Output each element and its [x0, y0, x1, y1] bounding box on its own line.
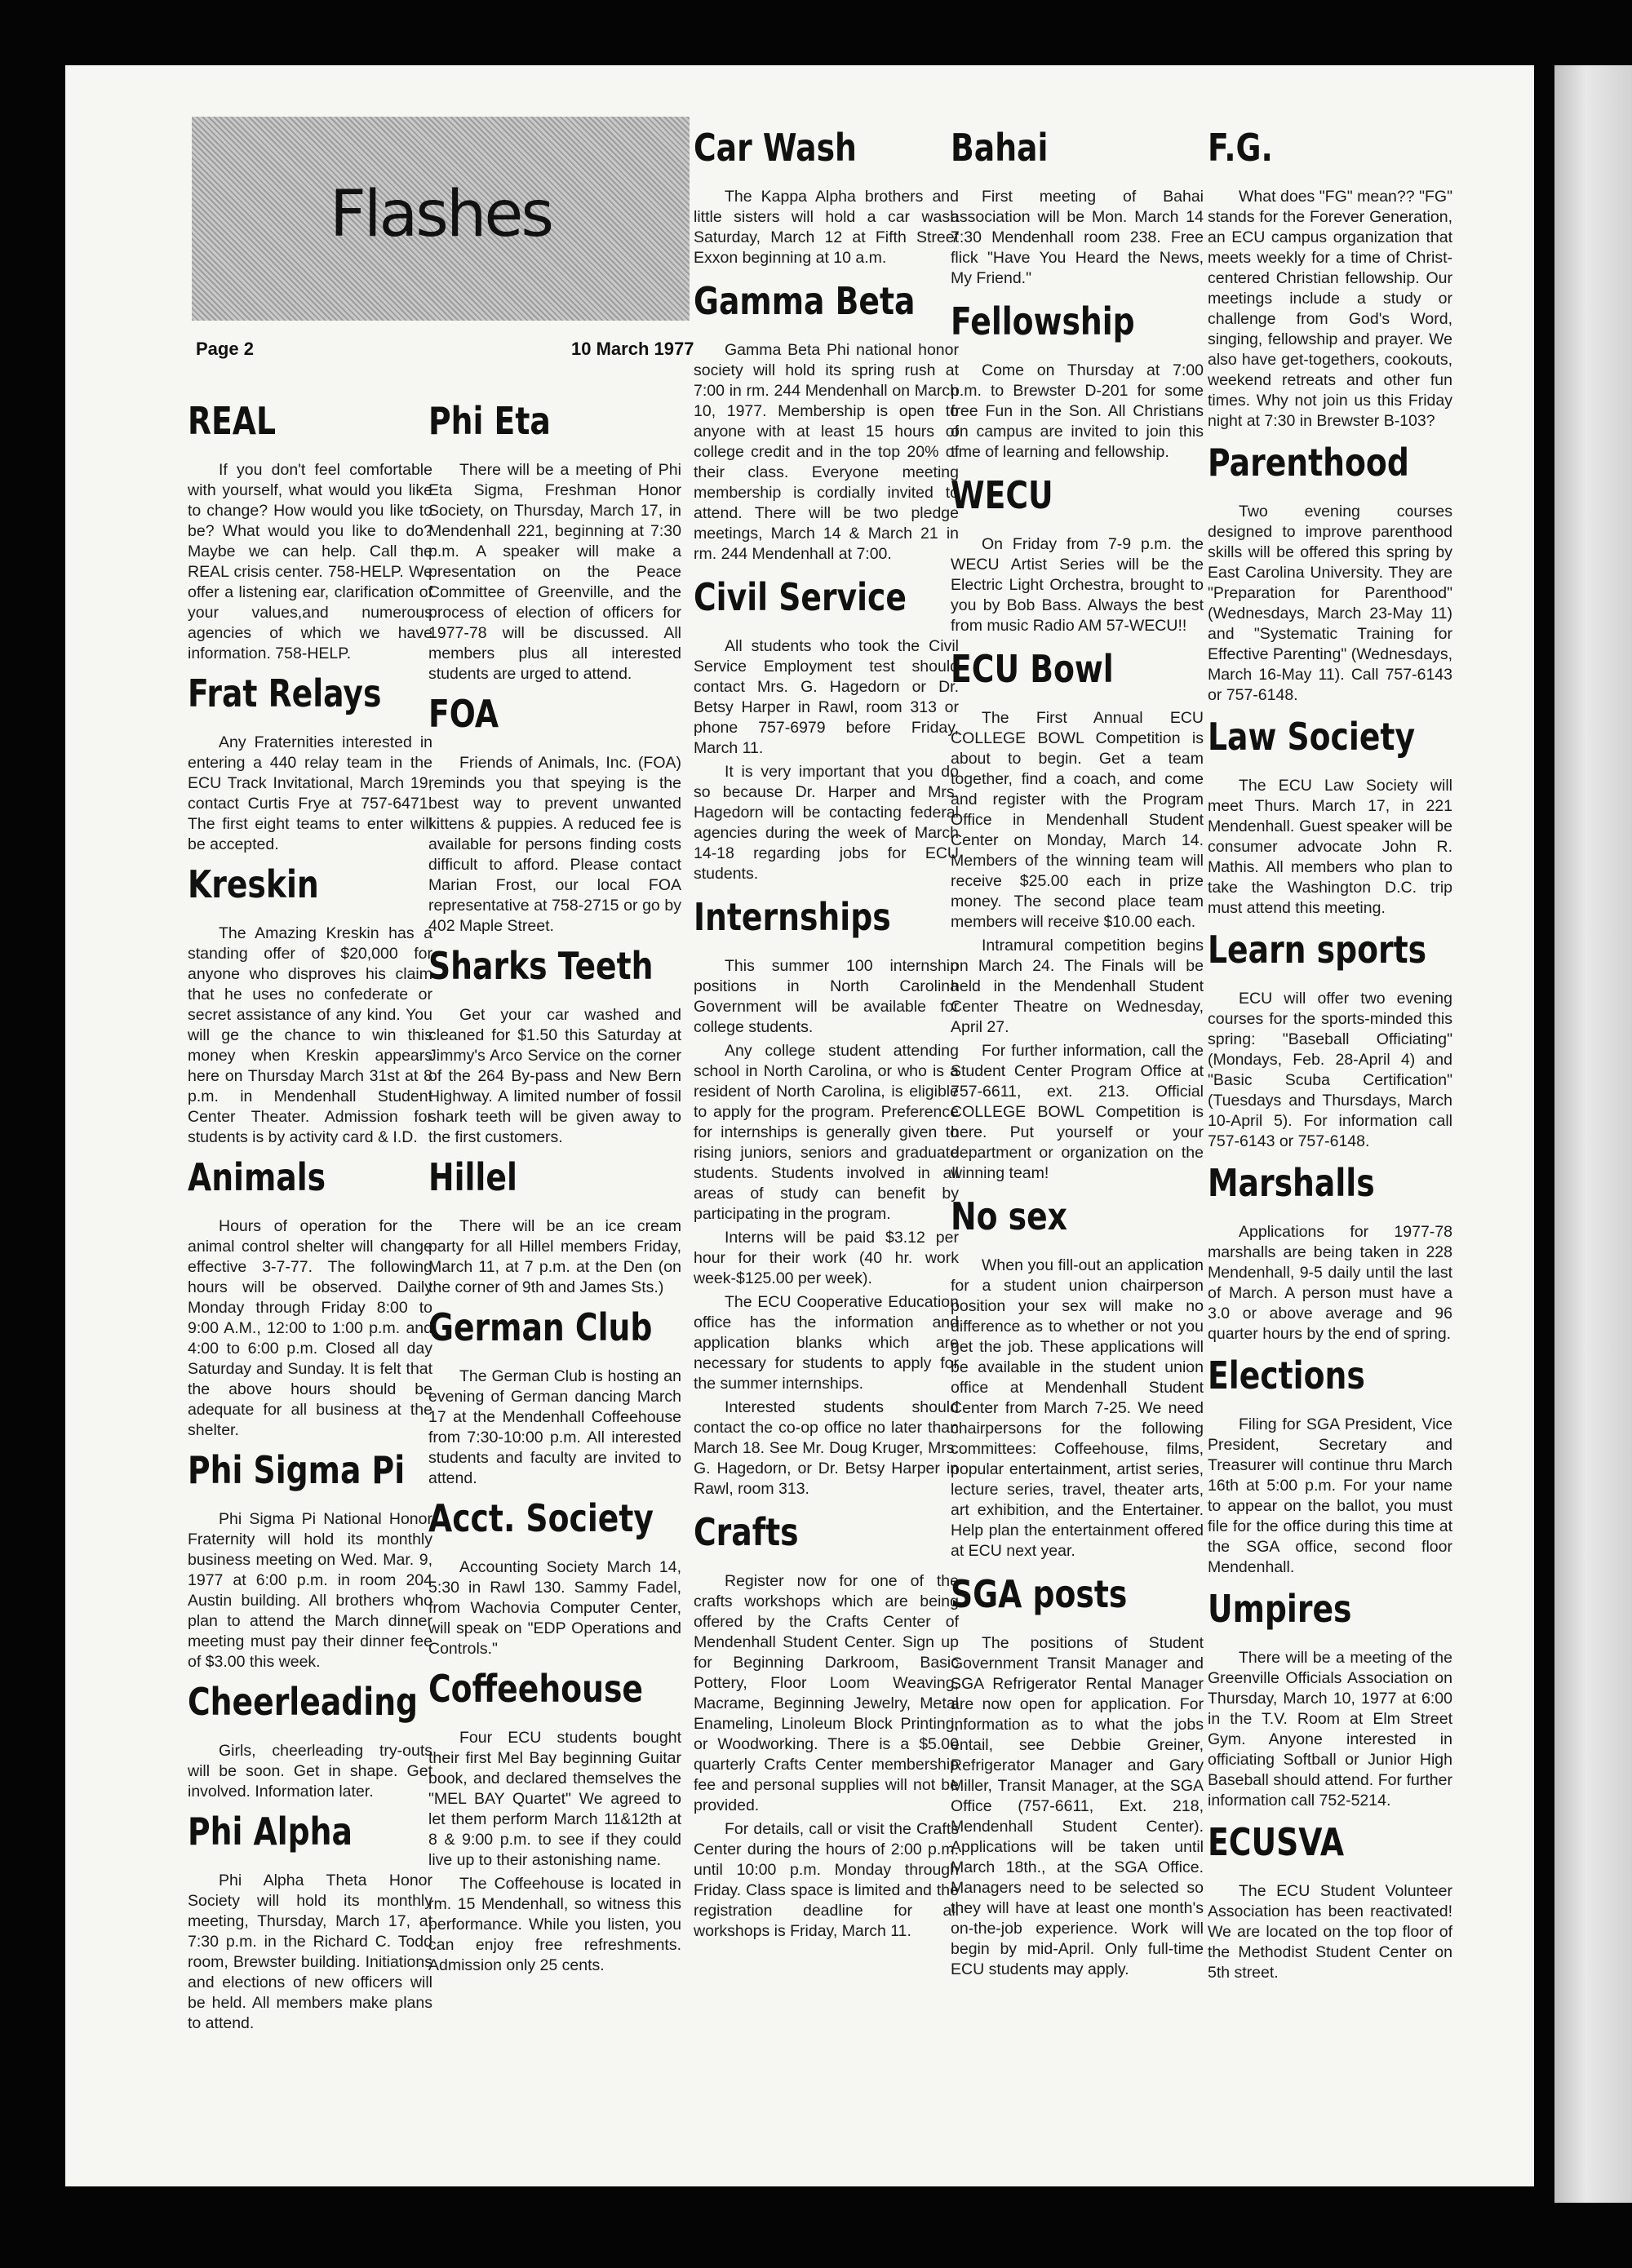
item-paragraph: The positions of Student Government Transit Manager and SGA Refrigerator Rental Manager are now open for application. For information as to what the jobs entail, see Debbie Greiner, Refrigerator Manager and Gary Miller, Transit Manager, at the SGA Office (757-6611, Ext. 218, Mendenhall Student Center). Applications will be taken until March 18th., at the SGA Office. Managers need to be selected so they will have at least one month's on-the-job experience. Work will begin by mid-April. Only full-time ECU students may apply. [951, 1634, 1204, 1978]
item-paragraph: There will be an ice cream party for all Hillel members Friday, March 11, at 7 p.m. at the Den (on the corner of 9th and James Sts.) [428, 1217, 681, 1296]
news-item [428, 945, 681, 1148]
news-item [951, 126, 1204, 289]
column-1 [188, 392, 432, 2034]
news-item [951, 1195, 1204, 1561]
item-paragraph: Any college student attending school in North Carolina, or who is a resident of North Carolina, is eligible to apply for the program. Preference for internships is generally given to rising juniors, seniors and graduate students. Students involved in all areas of study can benefit by participating in the program. [694, 1042, 959, 1223]
news-item [951, 648, 1204, 1184]
news-item [1208, 1162, 1452, 1344]
item-paragraph: Girls, cheerleading try-outs will be soon. Get in shape. Get involved. Information later. [188, 1742, 432, 1801]
news-item [1208, 126, 1452, 432]
news-item [1208, 928, 1452, 1152]
issue-date: 10 March 1977 [571, 339, 694, 359]
item-paragraph: Gamma Beta Phi national honor society will hold its spring rush at 7:00 in rm. 244 Mendenhall on March 10, 1977. Membership is open to anyone with at least 15 hours of college credit and in the top 20% of their class. Everyone meeting membership is cordially invited to attend. There will be two pledge meetings, March 14 & March 21 in rm. 244 Mendenhall at 7:00. [694, 341, 959, 563]
news-item [951, 474, 1204, 636]
adjacent-page-edge [1554, 65, 1632, 2203]
item-heading: SGA posts [951, 1572, 1128, 1616]
item-paragraph: There will be a meeting of Phi Eta Sigma, Freshman Honor Society, on Thursday, March 17, in Mendenhall 221, beginning at 7:30 p.m. A speaker will make a presentation on the Peace Committee of Greenville, and the process of election of officers for 1977-78 will be discussed. All members plus all interested students are urged to attend. [428, 461, 681, 683]
item-paragraph: What does "FG" mean?? "FG" stands for the Forever Generation, an ECU campus organization that meets weekly for a time of Christ-centered Christian fellowship. Our meetings include a study or challenge from God's Word, singing, fellowship and prayer. We also have get-togethers, cookouts, weekend retreats and other fun times. Why not join us this Friday night at 7:30 in Brewster B-103? [1208, 188, 1452, 430]
item-heading: Animals [188, 1155, 326, 1199]
item-paragraph: ECU will offer two evening courses for the sports-minded this spring: "Baseball Officiating" (Mondays, Feb. 28-April 4) and "Basic Scuba Certification" (Tuesdays and Thursdays, March 10-April 5). For information call 757-6143 or 757-6148. [1208, 990, 1452, 1150]
item-heading: Parenthood [1208, 441, 1409, 485]
page-number: Page 2 [196, 339, 254, 359]
news-item [188, 1156, 432, 1441]
item-heading: REAL [188, 399, 277, 443]
news-item [428, 693, 681, 937]
item-paragraph: The ECU Cooperative Education office has the information and application blanks which are necessary for students to apply for the summer internships. [694, 1293, 959, 1393]
news-item [694, 280, 959, 565]
news-item [951, 300, 1204, 463]
news-item [1208, 441, 1452, 706]
item-heading: Civil Service [694, 575, 907, 619]
item-paragraph: It is very important that you do so because Dr. Harper and Mrs. Hagedorn will be contacting federal agencies during the week of March 14-18 regarding jobs for ECU students. [694, 763, 959, 883]
item-paragraph: Register now for one of the crafts workshops which are being offered by the Crafts Center of Mendenhall Student Center. Sign up for Beginning Darkroom, Basic Pottery, Floor Loom Weaving, Macrame, Beginning Jewelry, Metal Enameling, Linoleum Block Printing, or Woodworking. There is a $5.00 quarterly Crafts Center membership fee and personal supplies will not be provided. [694, 1572, 959, 1814]
item-heading: Car Wash [694, 126, 857, 170]
news-item [694, 1511, 959, 1942]
news-item [188, 1449, 432, 1672]
news-item [188, 863, 432, 1148]
news-item [428, 1497, 681, 1659]
item-paragraph: All students who took the Civil Service Employment test should contact Mrs. G. Hagedorn or Dr. Betsy Harper in Rawl, room 313 or phone 757-6979 before Friday, March 11. [694, 637, 959, 757]
item-paragraph: Come on Thursday at 7:00 p.m. to Brewster D-201 for some free Fun in the Son. All Christians on campus are invited to join this time of learning and fellowship. [951, 361, 1204, 461]
item-paragraph: There will be a meeting of the Greenville Officials Association on Thursday, March 10, 1977 at 6:00 in the T.V. Room at Elm Street Gym. Anyone interested in officiating Softball or Junior High Baseball should attend. For further information call 752-5214. [1208, 1649, 1452, 1810]
item-paragraph: The ECU Student Volunteer Association has been reactivated! We are located on the top floor of the Methodist Student Center on 5th street. [1208, 1882, 1452, 1982]
item-paragraph: For details, call or visit the Crafts Center during the hours of 2:00 p.m. until 10:00 p.m. Monday through Friday. Class space is limited and the registration deadline for all workshops is Friday, March 11. [694, 1820, 959, 1940]
column-4 [951, 118, 1204, 1980]
news-item [694, 896, 959, 1499]
item-heading: Kreskin [188, 862, 319, 906]
item-paragraph: The German Club is hosting an evening of German dancing March 17 at the Mendenhall Coffeehouse from 7:30-10:00 p.m. All interested students and faculty are invited to attend. [428, 1367, 681, 1487]
item-heading: Crafts [694, 1510, 799, 1554]
item-heading: WECU [951, 473, 1053, 517]
news-item [188, 672, 432, 855]
news-item [1208, 1588, 1452, 1811]
news-item [188, 1810, 432, 2034]
item-heading: Sharks Teeth [428, 944, 654, 988]
news-item [951, 1573, 1204, 1980]
news-item [1208, 1821, 1452, 1983]
masthead-box [192, 117, 690, 321]
item-paragraph: If you don't feel comfortable with yourself, what would you like to change? How would you like to be? What would you like to do? Maybe we can help. Call the REAL crisis center. 758-HELP. We offer a listening ear, clarification of your values,and numerous agencies of which we have information. 758-HELP. [188, 461, 432, 662]
column-5 [1208, 118, 1452, 1983]
item-paragraph: Get your car washed and cleaned for $1.50 this Saturday at Jimmy's Arco Service on the corner of the 264 By-pass and New Bern Highway. A limited number of fossil shark teeth will be given away to the first customers. [428, 1006, 681, 1146]
item-paragraph: On Friday from 7-9 p.m. the WECU Artist Series will be the Electric Light Orchestra, brought to you by Bob Bass. Always the best from music Radio AM 57-WECU!! [951, 535, 1204, 635]
item-paragraph: Accounting Society March 14, 5:30 in Rawl 130. Sammy Fadel, from Wachovia Computer Center, will speak on "EDP Operations and Controls." [428, 1558, 681, 1658]
item-paragraph: Interested students should contact the co-op office no later than March 18. See Mr. Doug Kruger, Mrs. G. Hagedorn, or Dr. Betsy Harper in Rawl, room 313. [694, 1398, 959, 1498]
item-paragraph: Interns will be paid $3.12 per hour for their work (40 hr. work week-$125.00 per week). [694, 1229, 959, 1287]
item-paragraph: The Kappa Alpha brothers and little sisters will hold a car wash Saturday, March 12 at Fifth Street Exxon beginning at 10 a.m. [694, 188, 959, 267]
news-item [428, 1668, 681, 1976]
item-heading: German Club [428, 1305, 653, 1349]
item-paragraph: Phi Sigma Pi National Honor Fraternity will hold its monthly business meeting on Wed. Mar. 9, 1977 at 6:00 p.m. in room 204 Austin building. All brothers who plan to attend the March dinner meeting must pay their dinner fee of $3.00 this week. [188, 1510, 432, 1671]
item-paragraph: Filing for SGA President, Vice President, Secretary and Treasurer will continue thru March 16th at 5:00 p.m. For your name to appear on the ballot, you must file for the office during this time at the SGA office, second floor Mendenhall. [1208, 1415, 1452, 1576]
item-heading: Acct. Society [428, 1496, 654, 1540]
column-2 [428, 392, 681, 1976]
item-paragraph: When you fill-out an application for a student union chairperson position your sex will make no difference as to whether or not you get the job. These applications will be available in the student union office at Mendenhall Student Center from March 7-25. We need chairpersons for the following committees: Coffeehouse, films, popular entertainment, artist series, lecture series, travel, theater arts, art exhibition, and the Entertainer. Help plan the entertainment offered at ECU next year. [951, 1256, 1204, 1560]
item-heading: Marshalls [1208, 1161, 1375, 1205]
column-3 [694, 118, 959, 1942]
news-item [428, 400, 681, 684]
item-heading: Fellowship [951, 299, 1135, 343]
item-heading: Phi Eta [428, 399, 551, 443]
item-heading: Phi Alpha [188, 1810, 353, 1854]
item-heading: F.G. [1208, 126, 1273, 170]
item-heading: Elections [1208, 1353, 1365, 1398]
item-heading: Hillel [428, 1155, 517, 1199]
item-paragraph: The First Annual ECU COLLEGE BOWL Competition is about to begin. Get a team together, find a coach, and come and register with the Program Office in Mendenhall Student Center on Monday, March 14. Members of the winning team will receive $25.00 each in prize money. The second place team members will receive $10.00 each. [951, 709, 1204, 931]
item-heading: ECUSVA [1208, 1820, 1345, 1864]
news-item [694, 576, 959, 884]
item-heading: Frat Relays [188, 671, 382, 715]
news-item [188, 1681, 432, 1802]
news-item [1208, 1354, 1452, 1578]
item-heading: Umpires [1208, 1587, 1352, 1631]
item-paragraph: The Coffeehouse is located in rm. 15 Mendenhall, so witness this performance. While you listen, you can enjoy free refreshments. Admission only 25 cents. [428, 1875, 681, 1974]
item-heading: FOA [428, 692, 499, 736]
item-paragraph: Four ECU students bought their first Mel Bay beginning Guitar book, and declared themselves the "MEL BAY Quartet" We agreed to let them perform March 11&12th at 8 & 9:00 p.m. to see if they could live up to their astonishing name. [428, 1729, 681, 1869]
item-paragraph: The ECU Law Society will meet Thurs. March 17, in 221 Mendenhall. Guest speaker will be consumer advocate John R. Mathis. All members who plan to take the Washington D.C. trip must attend this meeting. [1208, 777, 1452, 917]
news-item [428, 1156, 681, 1298]
item-heading: Law Society [1208, 715, 1416, 759]
item-paragraph: This summer 100 internship positions in North Carolina Government will be available for college students. [694, 957, 959, 1036]
item-paragraph: Two evening courses designed to improve parenthood skills will be offered this spring by East Carolina University. They are "Preparation for Parenthood" (Wednesdays, March 23-May 11) and "Systematic Training for Effective Parenting" (Wednesdays, March 16-May 11). Call 757-6143 or 757-6148. [1208, 503, 1452, 704]
item-paragraph: Any Fraternities interested in entering a 440 relay team in the ECU Track Invitational, March 19, contact Curtis Frye at 757-6471. The first eight teams to enter will be accepted. [188, 733, 432, 853]
item-heading: Phi Sigma Pi [188, 1448, 406, 1492]
item-heading: Internships [694, 895, 891, 939]
item-heading: Bahai [951, 126, 1049, 170]
item-heading: Cheerleading [188, 1680, 419, 1724]
news-item [188, 400, 432, 664]
masthead-title: Flashes [329, 178, 552, 251]
item-paragraph: Hours of operation for the animal control shelter will change effective 3-7-77. The following hours will be observed. Daily Monday through Friday 8:00 to 9:00 A.M., 12:00 to 1:00 p.m. and 4:00 to 6:00 p.m. Closed all day Saturday and Sunday. It is felt that the above hours should be adequate for all business at the shelter. [188, 1217, 432, 1439]
item-paragraph: Intramural competition begins on March 24. The Finals will be held in the Mendenhall Student Center Theatre on Wednesday, April 27. [951, 937, 1204, 1036]
news-item [694, 126, 959, 268]
item-heading: Coffeehouse [428, 1667, 643, 1711]
item-paragraph: For further information, call the Student Center Program Office at 757-6611, ext. 213. Official COLLEGE BOWL Competition is here. Put yourself or your department or organization on the winning team! [951, 1042, 1204, 1182]
item-heading: ECU Bowl [951, 647, 1114, 691]
item-paragraph: Applications for 1977-78 marshalls are being taken in 228 Mendenhall, 9-5 daily until the last of March. A person must have a 3.0 or above average and 96 quarter hours by the end of spring. [1208, 1223, 1452, 1343]
news-item [1208, 715, 1452, 919]
item-heading: Learn sports [1208, 928, 1427, 972]
item-paragraph: Phi Alpha Theta Honor Society will hold its monthly meeting, Thursday, March 17, at 7:30 p.m. in the Richard C. Todd room, Brewster building. Initiations and elections of new officers will be held. All members make plans to attend. [188, 1872, 432, 2032]
item-heading: Gamma Beta [694, 279, 916, 323]
item-paragraph: The Amazing Kreskin has a standing offer of $20,000 for anyone who disproves his claim that he uses no confederate or secret assistance of any kind. You will ge the chance to win this money when Kreskin appears here on Thursday March 31st at 8 p.m. in Mendenhall Student Center Theater. Admission for students is by activity card & I.D. [188, 924, 432, 1146]
item-paragraph: Friends of Animals, Inc. (FOA) reminds you that speying is the best way to prevent unwanted kittens & puppies. A reduced fee is available for persons finding costs difficult to afford. Please contact Marian Frost, our local FOA representative at 758-2715 or go by 402 Maple Street. [428, 754, 681, 935]
news-item [428, 1306, 681, 1489]
item-paragraph: First meeting of Bahai association will be Mon. March 14 7:30 Mendenhall room 238. Free flick "Have You Heard the News, My Friend." [951, 188, 1204, 287]
item-heading: No sex [951, 1194, 1067, 1238]
